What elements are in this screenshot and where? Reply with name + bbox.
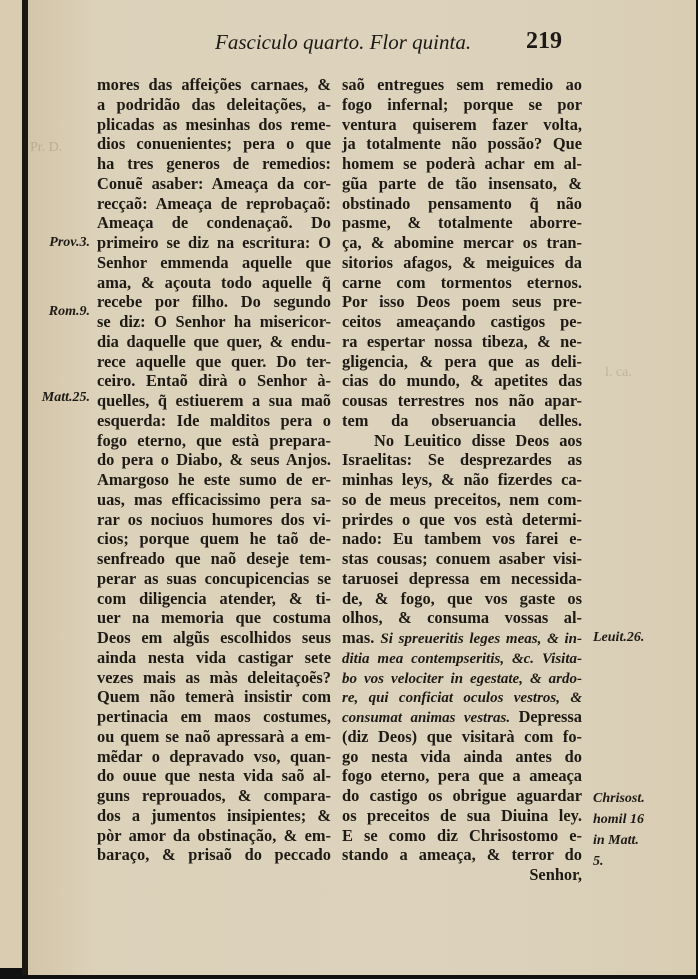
text-line: (diz Deos) que visitarà com fo- [342, 726, 582, 746]
text-line: Israelitas: Se desprezardes as [342, 450, 582, 470]
text-line: Quem não temerà insistir com [97, 687, 331, 707]
text-line: olhos, & consuma vossas al- [342, 608, 582, 628]
text-line: homem se poderà achar em al- [342, 154, 582, 173]
text-line: com diligencia atender, & ti- [97, 588, 331, 608]
margin-note-leuit: Leuit.26. [593, 630, 645, 645]
latin-quotation: ditia mea contempseritis, &c. Visita- [342, 650, 582, 667]
text-line: No Leuitico disse Deos aos [374, 430, 582, 450]
text-line [342, 707, 582, 727]
text-line [342, 648, 582, 668]
catchword: Senhor, [529, 865, 582, 884]
text-line: so de meus preceitos, nem com- [342, 489, 582, 509]
text-line: uas, mas efficacissimo pera sa- [97, 489, 331, 509]
text-line: fogo eterno, pera que a ameaça [342, 766, 582, 786]
text-line: fogo eterno, que està prepara- [97, 430, 331, 450]
text-line: carne com tormentos eternos. [342, 272, 582, 292]
text-line: tem da obseruancia delles. [342, 410, 582, 430]
text-line: do pera o Diabo, & seus Anjos. [97, 450, 331, 470]
left-text-column [97, 75, 331, 865]
margin-note-matt: Matt.25. [41, 390, 90, 405]
text-line: primeiro se diz na escritura: O [97, 233, 331, 252]
text-line: pòr amor da obstinação, & em- [97, 825, 331, 845]
text-line: uer na memoria que costuma [97, 608, 331, 628]
text-line: cousas terrestres nos não apar- [342, 391, 582, 410]
margin-note-chrisostomo: in Matt. [593, 833, 639, 848]
text-line: mẽdar o depravado vso, quan- [97, 746, 331, 766]
text-line: dos a jumentos insipientes; & [97, 805, 331, 825]
text-line: nado: Eu tambem vos farei e- [342, 529, 582, 549]
text-line: Ameaça de condenaçaõ. Do [97, 213, 331, 233]
text-line [342, 668, 582, 688]
text-line: ha tres generos de remedios: [97, 154, 331, 173]
text-line: minhas leys, & não fizerdes ca- [342, 470, 582, 489]
right-text-column [342, 75, 582, 885]
text-line: dios conuenientes; pera o que [97, 134, 331, 154]
text-line: a podridão das deleitações, a- [97, 94, 331, 114]
text-line: saõ entregues sem remedio ao [342, 75, 582, 94]
text-line: ceiro. Entaõ dirà o Senhor à- [97, 371, 331, 391]
text-line: Por isso Deos poem seus pre- [342, 292, 582, 312]
text-line: fogo infernal; porque se por [342, 94, 582, 114]
running-title: Fasciculo quarto. Flor quinta. [215, 30, 472, 54]
bleed-through-mark: l. ca. [605, 365, 632, 380]
text-line: quelles, q̃ estiuerem a sua maõ [97, 391, 331, 410]
text-line: gũa parte de tão insensato, & [342, 173, 582, 193]
previous-page-edge [0, 0, 22, 968]
text-line: se diz: O Senhor ha misericor- [97, 312, 331, 331]
text-line: rar os nociuos humores dos vi- [97, 509, 331, 529]
text-line: esquerda: Ide malditos pera o [97, 410, 331, 430]
text-line: go nesta vida ainda antes do [342, 746, 582, 766]
text-line: do ouue que nesta vida saõ al- [97, 766, 331, 786]
text-line: pasme, & totalmente aborre- [342, 213, 582, 233]
text-line: gligencia, & pera que as deli- [342, 351, 582, 371]
margin-note-chrisostomo: Chrisost. [593, 791, 645, 806]
text-line: ventura quiserem fazer volta, [342, 114, 582, 134]
text-line: perar as suas concupicencias se [97, 568, 331, 588]
text-line: ja totalmente não possão? Que [342, 134, 582, 154]
latin-quotation: re, qui conficiat oculos vestros, & [342, 690, 582, 707]
text-line: recçaõ: Ameaça de reprobaçaõ: [97, 193, 331, 213]
latin-quotation: bo vos velociter in egestate, & ardo- [342, 670, 582, 687]
text-line: pertinacia em maos costumes, [97, 707, 331, 726]
bleed-through-mark: Pr. D. [30, 140, 63, 155]
margin-note-prov: Prov.3. [49, 235, 90, 250]
text-line: baraço, & prisaõ do peccado [97, 845, 331, 865]
text-line: ama, & açouta todo aquelle q̃ [97, 272, 331, 292]
text-line: guns reprouados, & compara- [97, 786, 331, 805]
text-line [342, 628, 582, 648]
text-line: prirdes o que vos està determi- [342, 509, 582, 529]
text-line: plicadas as mesinhas dos reme- [97, 114, 331, 134]
margin-note-chrisostomo: homil 16 [593, 812, 644, 827]
text-line [342, 687, 582, 707]
text-line: taruosei depressa em necessida- [342, 568, 582, 588]
text-line: de, & fogo, que vos gaste os [342, 588, 582, 608]
text-line: obstinado pensamento q̃ não [342, 193, 582, 213]
text-line: ainda nesta vida castigar sete [97, 647, 331, 667]
text-line: recebe por filho. Do segundo [97, 292, 331, 312]
text-line: stando a ameaça, & terror do [342, 845, 582, 865]
text-line: Amargoso he este sumo de er- [97, 470, 331, 489]
text-line: stas cousas; conuem asaber visi- [342, 549, 582, 568]
text-line: dia daquelle que quer, & endu- [97, 331, 331, 351]
text-segment: mas. [342, 628, 381, 647]
latin-quotation: consumat animas vestras. [342, 710, 519, 726]
text-line: sitorios afagos, & meiguices da [342, 252, 582, 272]
text-segment: Depressa [518, 707, 582, 726]
text-line: do castigo os obrigue aguardar [342, 786, 582, 805]
text-line: cios; porque quem he taõ de- [97, 529, 331, 549]
text-line: Senhor emmenda aquelle que [97, 252, 331, 272]
text-line: senfreado que naõ deseje tem- [97, 549, 331, 568]
text-line: E se como diz Chrisostomo e- [342, 825, 582, 845]
text-line: Conuẽ asaber: Ameaça da cor- [97, 173, 331, 193]
text-line: ra espertar nossa tibeza, & ne- [342, 331, 582, 351]
text-line: Deos em algũs escolhidos seus [97, 628, 331, 647]
text-line: ou quem se naõ apressarà a em- [97, 726, 331, 746]
margin-note-rom: Rom.9. [48, 304, 90, 319]
page-number: 219 [526, 28, 562, 54]
text-line: mores das affeições carnaes, & [97, 75, 331, 94]
text-line: vezes mais as màs deleitaçoẽs? [97, 667, 331, 687]
text-line: rece aquelle que quer. Do ter- [97, 351, 331, 371]
text-line: ceitos ameaçando castigos pe- [342, 312, 582, 331]
margin-note-chrisostomo: 5. [593, 854, 604, 869]
text-line: cias do mundo, & apetites das [342, 371, 582, 391]
latin-quotation: Si spreueritis leges meas, & in- [380, 631, 582, 647]
text-line: os preceitos de sua Diuina ley. [342, 805, 582, 825]
text-line: ça, & abomine mercar os tran- [342, 233, 582, 252]
